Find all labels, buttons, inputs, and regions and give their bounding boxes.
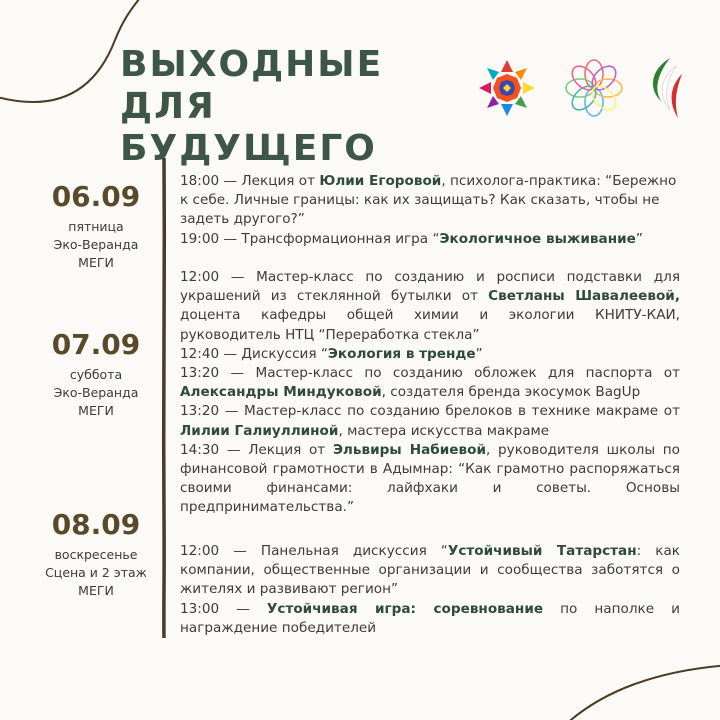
day-place: МЕГИ xyxy=(78,583,114,598)
day-block-3 xyxy=(36,508,156,600)
day-venue: Эко-Веранда xyxy=(53,237,139,252)
day-weekday: воскресенье xyxy=(54,547,138,562)
tatarstan-flag-logo xyxy=(640,56,690,120)
schedule-entry: 13:20 — Мастер-класс по созданию обложек для паспорта от Александры Миндуковой, создателя бренда экосумок BagUp xyxy=(180,365,680,401)
flower-outline-logo xyxy=(562,56,626,120)
schedule-entry: 14:30 — Лекция от Эльвиры Набиевой, руководителя школы по финансовой грамотности в Адымнар: “Как грамотно распоряжаться своими финансами: лайфхаки и советы. Основы предпринимательства.” xyxy=(180,441,680,516)
title-line-1: ВЫХОДНЫЕ ДЛЯ xyxy=(120,44,384,127)
day-venue: Эко-Веранда xyxy=(53,385,139,400)
schedule-day-1 xyxy=(180,172,680,249)
schedule-day-3 xyxy=(180,542,680,638)
day-weekday: пятница xyxy=(68,219,124,234)
schedule-entry: 12:00 — Мастер-класс по созданию и росписи подставки для украшений из стеклянной бутылки от Светланы Шавалеевой, доцента кафедры общей химии и экологии КНИТУ-КАИ, руководитель НТЦ “Переработка стекла” xyxy=(180,269,680,343)
day-date: 08.09 xyxy=(51,508,141,541)
schedule-entry: 19:00 — Трансформационная игра “Экологичное выживание” xyxy=(180,230,643,247)
day-date: 07.09 xyxy=(51,328,141,361)
schedule-day-2 xyxy=(180,268,680,518)
schedule-entry: 13:20 — Мастер-класс по созданию брелоков в технике макраме от Лилии Галиуллиной, мастера искусства макраме xyxy=(180,403,680,439)
schedule-entry: 13:00 — Устойчивая игра: соревнование по наполке и награждение победителей xyxy=(180,600,681,636)
timeline-divider xyxy=(160,158,168,638)
day-place: МЕГИ xyxy=(78,255,114,270)
schedule-entry: 12:40 — Дискуссия “Экология в тренде” xyxy=(180,345,483,362)
day-block-2 xyxy=(36,328,156,420)
schedule-entry: 12:00 — Панельная дискуссия “Устойчивый Татарстан: как компании, общественные организации и сообщества заботятся о жителях и развивают регион” xyxy=(180,543,680,598)
day-place: МЕГИ xyxy=(78,403,114,418)
schedule-entry: 18:00 — Лекция от Юлии Егоровой, психолога-практика: “Бережно к себе. Личные границы: как их защищать? Как сказать, чтобы не задеть другого?” xyxy=(180,173,677,228)
mosaic-star-logo xyxy=(475,56,539,120)
page-title xyxy=(120,44,460,170)
day-block-1 xyxy=(36,180,156,272)
title-line-2: БУДУЩЕГО xyxy=(120,128,377,169)
day-date: 06.09 xyxy=(51,180,141,213)
day-weekday: суббота xyxy=(69,367,123,382)
day-venue: Сцена и 2 этаж xyxy=(45,565,147,580)
